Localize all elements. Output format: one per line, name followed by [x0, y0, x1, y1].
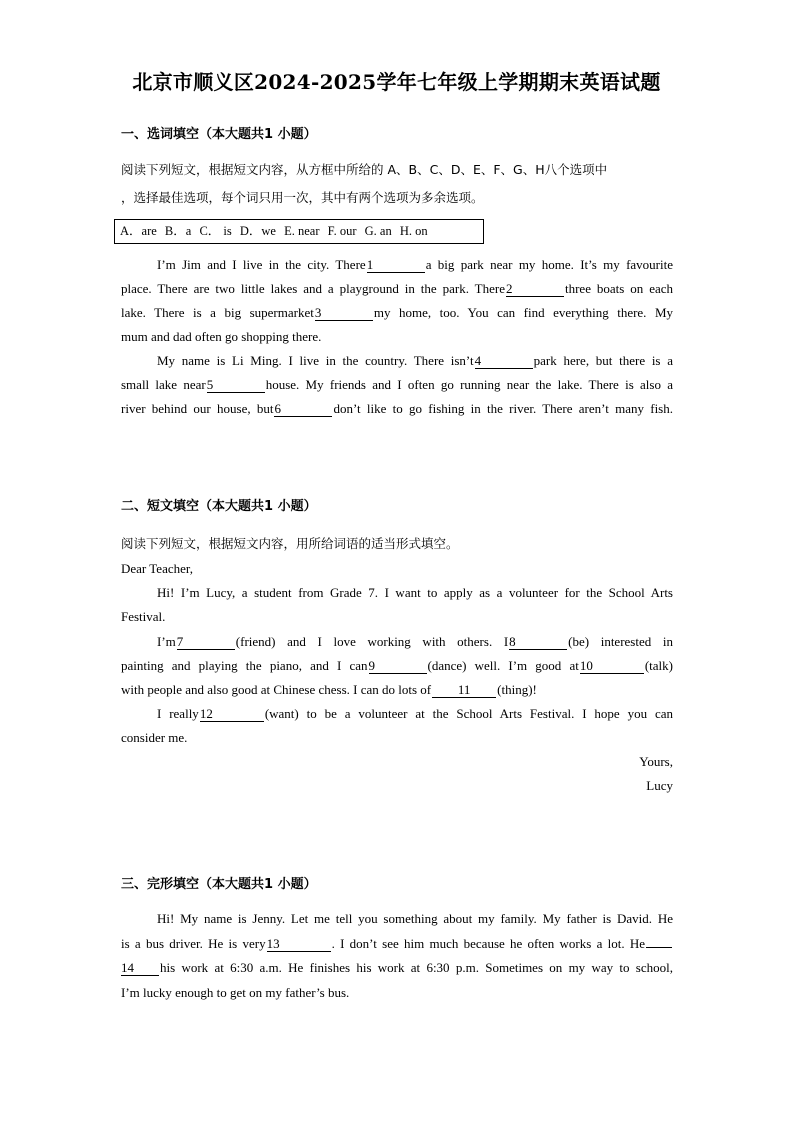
blank-5[interactable]: 5 [207, 378, 265, 393]
letter-closing: Yours, [639, 754, 673, 769]
blank-9[interactable]: 9 [369, 659, 427, 674]
option-f: F. our [327, 224, 357, 238]
document-title: 北京市顺义区2024-2025学年七年级上学期期末英语试题 [132, 70, 661, 94]
option-h: H. on [399, 224, 428, 238]
blank-4[interactable]: 4 [475, 354, 533, 369]
blank-10[interactable]: 10 [580, 659, 644, 674]
passage2-line1: My name is Li Ming. I live in the country. There isn’t4 park here, but there is a [157, 353, 673, 368]
letter-signature: Lucy [646, 778, 673, 793]
section3-heading: 三、完形填空（本大题共1 小题） [121, 877, 317, 892]
passage2-line3: river behind our house, but6 don’t like to go fishing in the river. There aren’t many fish. [121, 401, 673, 416]
passage1-line1: I’m Jim and I live in the city. There1 a big park near my home. It’s my favourite [157, 257, 673, 272]
option-d: D．we [239, 224, 276, 238]
option-a: A．are [120, 224, 157, 238]
letter-greeting: Dear Teacher, [121, 561, 193, 576]
blank-7[interactable]: 7 [177, 635, 235, 650]
blank-14-start [646, 947, 672, 948]
passage1-line2: place. There are two little lakes and a playground in the park. There2 three boats on each [121, 281, 674, 296]
section1-heading: 一、选词填空（本大题共1 小题） [121, 127, 317, 142]
cloze-line4: I’m lucky enough to get on my father’s bus. [121, 985, 350, 1000]
blank-14[interactable]: 14 [121, 961, 159, 976]
letter-line1: Hi! I’m Lucy, a student from Grade 7. I want to apply as a volunteer for the School Arts [157, 585, 673, 600]
section2-heading: 二、短文填空（本大题共1 小题） [121, 499, 317, 514]
blank-8[interactable]: 8 [509, 635, 567, 650]
blank-2[interactable]: 2 [506, 282, 564, 297]
option-c: C． is [199, 224, 232, 238]
section1-instruction-line1: 阅读下列短文，根据短文内容，从方框中所给的 A、B、C、D、E、F、G、H八个选项中 [121, 162, 608, 177]
passage1-line4: mum and dad often go shopping there. [121, 329, 322, 344]
blank-6[interactable]: 6 [274, 402, 332, 417]
passage1-line3: lake. There is a big supermarket3 my home, too. You can find everything there. My [121, 305, 674, 320]
letter-line2: Festival. [121, 609, 166, 624]
blank-11[interactable]: 11 [432, 683, 496, 698]
option-g: G. an [364, 224, 392, 238]
letter-line5: with people and also good at Chinese chess. I can do lots of 11 (thing)! [121, 682, 537, 697]
section1-instruction-line2: ，选择最佳选项，每个词只用一次，其中有两个选项为多余选项。 [121, 190, 484, 205]
blank-1[interactable]: 1 [367, 258, 425, 273]
option-e: E. near [284, 224, 320, 238]
cloze-line2: is a bus driver. He is very13 . I don’t see him much because he often works a lot. He [121, 935, 673, 953]
blank-12[interactable]: 12 [200, 707, 264, 722]
cloze-line1: Hi! My name is Jenny. Let me tell you something about my family. My father is David. He [157, 911, 673, 926]
blank-3[interactable]: 3 [315, 306, 373, 321]
section2-instruction: 阅读下列短文，根据短文内容，用所给词语的适当形式填空。 [121, 536, 459, 551]
letter-line7: consider me. [121, 730, 188, 745]
blank-13[interactable]: 13 [267, 937, 331, 952]
option-b: B．a [164, 224, 192, 238]
passage2-line2: small lake near5 house. My friends and I often go running near the lake. There is also a [121, 377, 673, 392]
letter-line4: painting and playing the piano, and I can9 (dance) well. I’m good at10 (talk) [121, 658, 673, 673]
letter-line3: I’m7 (friend) and I love working with others. I8 (be) interested in [157, 634, 673, 649]
cloze-line3: 14 his work at 6:30 a.m. He finishes his work at 6:30 p.m. Sometimes on my way to school, [121, 960, 673, 975]
word-option-box [114, 219, 484, 244]
letter-line6: I really12 (want) to be a volunteer at the School Arts Festival. I hope you can [157, 706, 674, 721]
